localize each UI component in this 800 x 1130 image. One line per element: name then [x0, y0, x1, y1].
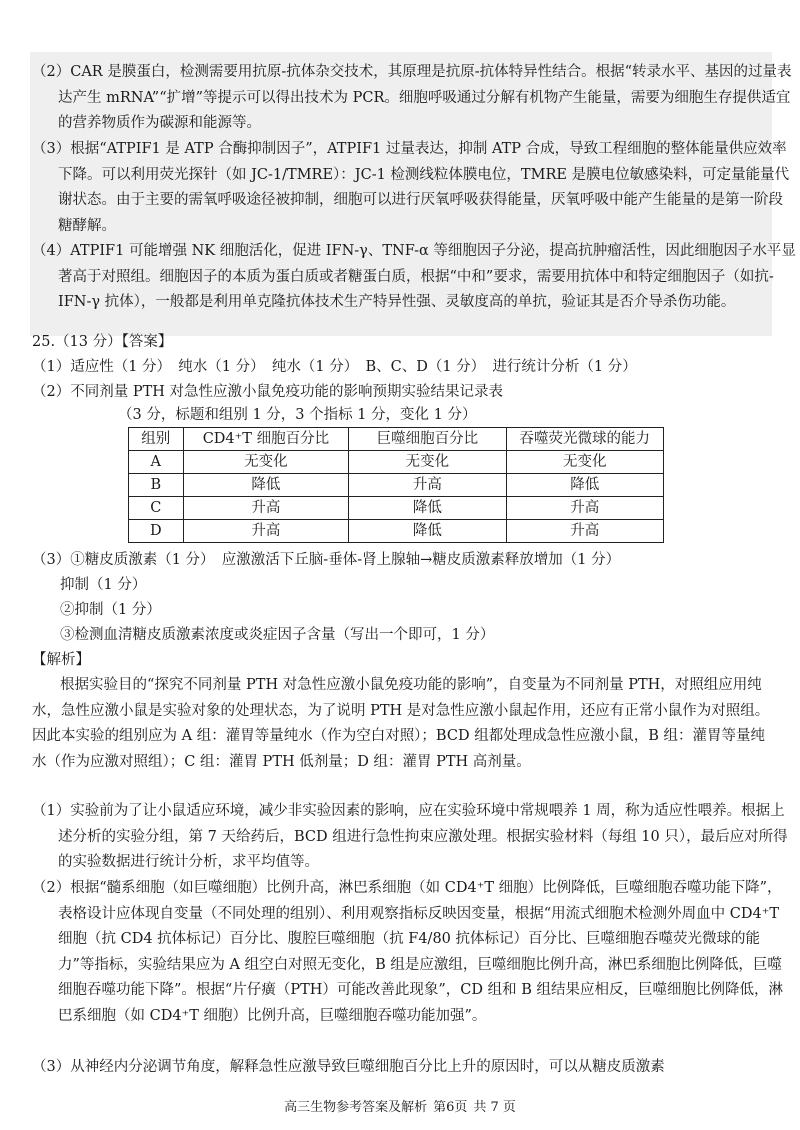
q25-answer-3-line2: 抑制（1 分） — [60, 577, 147, 593]
analysis-heading: 【解析】 — [32, 652, 90, 668]
analysis-part2: （2）根据“髓系细胞（如巨噬细胞）比例升高，淋巴系细胞（如 CD4⁺T 细胞）比例降低，巨噬细胞吞噬功能下降”，表格设计应体现自变量（不同处理的组别）、利用观察指标反映因变量，根据“用流式细胞术检测外周血中 CD4⁺T 细胞（抗 CD4 抗体标记）百分比、腹腔巨噬细胞（抗 F4/80 抗体标记）百分比、巨噬细胞吞噬荧光微球的能力”等指标，实验结果应为 A 组空白对照无变化，B 组是应激组，巨噬细胞比例升高，淋巴系细胞比例降低，巨噬细胞吞噬功能下降”。根据“片仔癀（PTH）可能改善此现象”，CD 组和 B 组结果应相反，巨噬细胞比例降低，淋巴系细胞（如 CD4⁺T 细胞）比例升高，巨噬细胞吞噬功能加强”。 — [32, 880, 784, 1024]
table-cell: 升高 — [183, 497, 349, 520]
q24-part2: （2）CAR 是膜蛋白，检测需要用抗原-抗体杂交技术，其原理是抗原-抗体特异性结合。根据“转录水平、基因的过量表达产生 mRNA”“扩增”等提示可以得出技术为 PCR。细胞呼吸通过分解有机物产生能量，需要为细胞生存提供适宜的营养物质作为碳源和能源等。 — [32, 64, 792, 131]
analysis-part3: （3）从神经内分泌调节角度，解释急性应激导致巨噬细胞百分比上升的原因时，可以从糖皮质激素 — [32, 1059, 665, 1075]
results-table — [128, 427, 664, 543]
q25-answer-3-line4: ③检测血清糖皮质激素浓度或炎症因子含量（写出一个即可，1 分） — [60, 627, 495, 643]
page-footer: 高三生物参考答案及解析 第6页 共 7 页 — [284, 1100, 516, 1115]
table-row — [129, 474, 664, 497]
table-header-row — [129, 428, 664, 451]
table-cell: D — [129, 520, 184, 543]
table-cell: 降低 — [506, 474, 663, 497]
q25-answer-2-title: （2）不同剂量 PTH 对急性应激小鼠免疫功能的影响预期实验结果记录表 — [32, 384, 504, 400]
table-cell: 降低 — [183, 474, 349, 497]
table-cell: 升高 — [183, 520, 349, 543]
q24-part4: （4）ATPIF1 可能增强 NK 细胞活化，促进 IFN-γ、TNF-α 等细胞因子分泌，提高抗肿瘤活性，因此细胞因子水平显著高于对照组。细胞因子的本质为蛋白质或者糖蛋白质，根据“中和”要求，需要用抗体中和特定细胞因子（如抗-IFN-γ 抗体），一般都是利用单克隆抗体技术生产特异性强、灵敏度高的单抗，验证其是否介导杀伤功能。 — [32, 243, 796, 310]
table-cell: 无变化 — [349, 451, 506, 474]
q25-answer-3-line3: ②抑制（1 分） — [60, 602, 161, 618]
analysis-intro: 根据实验目的“探究不同剂量 PTH 对急性应激小鼠免疫功能的影响”，自变量为不同剂量 PTH，对照组应用纯水，急性应激小鼠是实验对象的处理状态，为了说明 PTH 是对急性应激小鼠起作用，还应有正常小鼠作为对照组。因此本实验的组别应为 A 组：灌胃等量纯水（作为空白对照）；BCD 组都处理成急性应激小鼠，B 组：灌胃等量纯水（作为应激对照组）；C 组：灌胃 PTH 低剂量；D 组：灌胃 PTH 高剂量。 — [32, 677, 770, 770]
table-cell: 升高 — [349, 474, 506, 497]
table-header-cell: 吞噬荧光微球的能力 — [506, 428, 663, 451]
analysis-part1: （1）实验前为了让小鼠适应环境，减少非实验因素的影响，应在实验环境中常规喂养 1 周，称为适应性喂养。根据上述分析的实验分组，第 7 天给药后，BCD 组进行急性拘束应激处理。根据实验材料（每组 10 只），最后应对所得的实验数据进行统计分析，求平均值等。 — [32, 803, 788, 870]
table-row — [129, 520, 664, 543]
table-cell: 升高 — [506, 497, 663, 520]
table-cell: C — [129, 497, 184, 520]
table-header-cell: 组别 — [129, 428, 184, 451]
q25-answer-3-line1: （3）①糖皮质激素（1 分） 应激激活下丘脑-垂体-肾上腺轴→糖皮质激素释放增加（1 分） — [32, 552, 621, 568]
table-cell: 无变化 — [183, 451, 349, 474]
q25-answer-1: （1）适应性（1 分） 纯水（1 分） 纯水（1 分） B、C、D（1 分） 进行统计分析（1 分） — [32, 359, 637, 375]
q24-part3: （3）根据“ATPIF1 是 ATP 合酶抑制因子”，ATPIF1 过量表达，抑制 ATP 合成，导致工程细胞的整体能量供应效率下降。可以利用荧光探针（如 JC-1/TMRE）：JC-1 检测线粒体膜电位，TMRE 是膜电位敏感染料，可定量能量代谢状态。由于主要的需氧呼吸途径被抑制，细胞可以进行厌氧呼吸获得能量，厌氧呼吸中能产生能量的是第一阶段糖酵解。 — [32, 141, 790, 234]
table-cell: A — [129, 451, 184, 474]
table-cell: 降低 — [349, 520, 506, 543]
table-header-cell: 巨噬细胞百分比 — [349, 428, 506, 451]
table-cell: B — [129, 474, 184, 497]
q25-heading: 25.（13 分）【答案】 — [32, 334, 173, 350]
table-header-cell: CD4⁺T 细胞百分比 — [183, 428, 349, 451]
table-cell: 降低 — [349, 497, 506, 520]
table-row — [129, 497, 664, 520]
table-row — [129, 451, 664, 474]
q25-answer-2-note: （3 分，标题和组别 1 分，3 个指标 1 分，变化 1 分） — [118, 407, 477, 423]
table-cell: 无变化 — [506, 451, 663, 474]
table-cell: 升高 — [506, 520, 663, 543]
